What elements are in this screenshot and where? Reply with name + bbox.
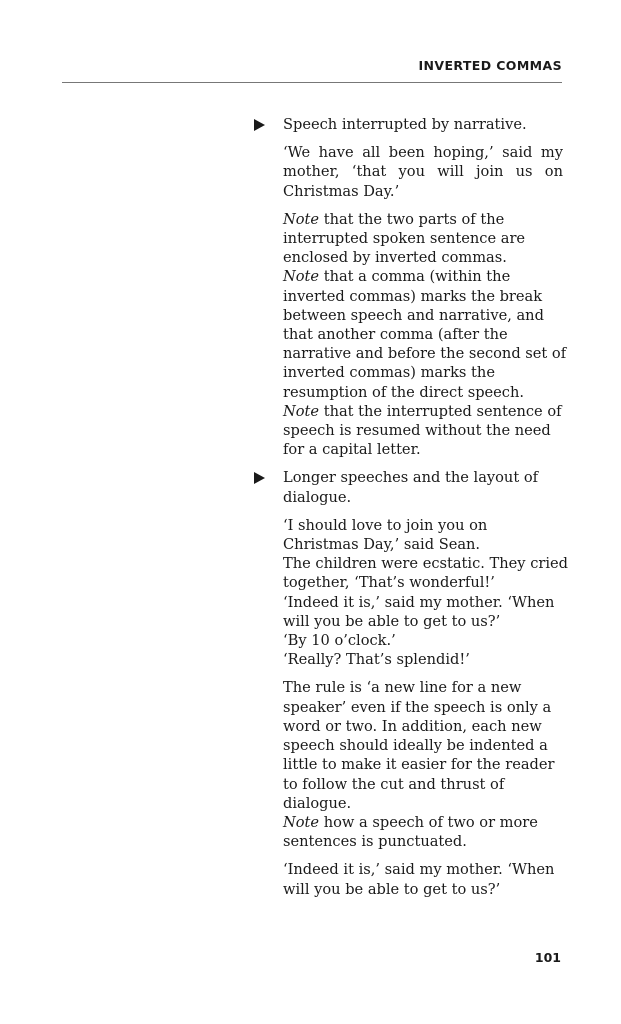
text-line: speech should ideally be indented a: [283, 737, 548, 755]
text-line: between speech and narrative, and: [283, 306, 544, 324]
text-line: Note how a speech of two or more: [283, 813, 538, 831]
page-body: [283, 115, 568, 908]
text-line: ‘We have all been hoping,’ said my: [283, 144, 563, 162]
text-line: enclosed by inverted commas.: [283, 249, 507, 267]
text-line: will you be able to get to us?’: [283, 880, 501, 898]
text-line: interrupted spoken sentence are: [283, 230, 526, 248]
section-heading: dialogue.: [283, 488, 352, 506]
section-speech-interrupted: [283, 115, 563, 134]
note-emphasis: Note: [283, 268, 320, 286]
text-line: inverted commas) marks the: [283, 364, 495, 382]
text-line: mother, ‘that you will join us on: [283, 163, 563, 181]
text-line: inverted commas) marks the break: [283, 287, 543, 305]
section-heading: Speech interrupted by narrative.: [283, 116, 527, 133]
text-line: ‘Indeed it is,’ said my mother. ‘When: [283, 593, 555, 611]
text-line: Christmas Day,’ said Sean.: [283, 536, 481, 554]
text-line: Note that the two parts of the: [283, 210, 505, 228]
explanation-paragraph: [283, 678, 563, 851]
text-line: that another comma (after the: [283, 326, 508, 344]
text-line: resumption of the direct speech.: [283, 383, 525, 401]
header-rule: [62, 82, 562, 83]
text-line: dialogue.: [283, 794, 352, 812]
text-line: together, ‘That’s wonderful!’: [283, 574, 495, 592]
triangle-bullet-icon: [254, 472, 265, 484]
text-line: word or two. In addition, each new: [283, 717, 542, 735]
running-head: INVERTED COMMAS: [418, 58, 562, 73]
text-line: ‘By 10 o’clock.’: [283, 632, 396, 650]
note-emphasis: Note: [283, 813, 320, 831]
text-line: sentences is punctuated.: [283, 833, 467, 851]
final-example: [283, 860, 563, 898]
text-line: little to make it easier for the reader: [283, 756, 555, 774]
page-number: 101: [534, 950, 561, 965]
text-line: narrative and before the second set of: [283, 345, 567, 363]
text-line: speaker’ even if the speech is only a: [283, 698, 552, 716]
text-line: Note that a comma (within the: [283, 268, 511, 286]
text-line: ‘Really? That’s splendid!’: [283, 651, 470, 669]
text-line: to follow the cut and thrust of: [283, 775, 505, 793]
text-line: ‘I should love to join you on: [283, 516, 488, 534]
text-line: Note that the interrupted sentence of: [283, 402, 562, 420]
note-emphasis: Note: [283, 210, 320, 228]
dialogue-example: [283, 516, 568, 670]
triangle-bullet-icon: [254, 119, 265, 131]
text-line: Christmas Day.’: [283, 182, 400, 200]
text-line: The children were ecstatic. They cried: [283, 555, 568, 573]
text-line: speech is resumed without the need: [283, 422, 551, 440]
text-line: The rule is ‘a new line for a new: [283, 679, 522, 697]
section-longer-speeches: [283, 468, 563, 506]
example-quote: [283, 143, 563, 201]
notes-paragraph: [283, 210, 567, 460]
text-line: ‘Indeed it is,’ said my mother. ‘When: [283, 861, 555, 879]
text-line: for a capital letter.: [283, 441, 421, 459]
section-heading: Longer speeches and the layout of: [283, 469, 539, 487]
text-line: will you be able to get to us?’: [283, 612, 501, 630]
note-emphasis: Note: [283, 402, 320, 420]
